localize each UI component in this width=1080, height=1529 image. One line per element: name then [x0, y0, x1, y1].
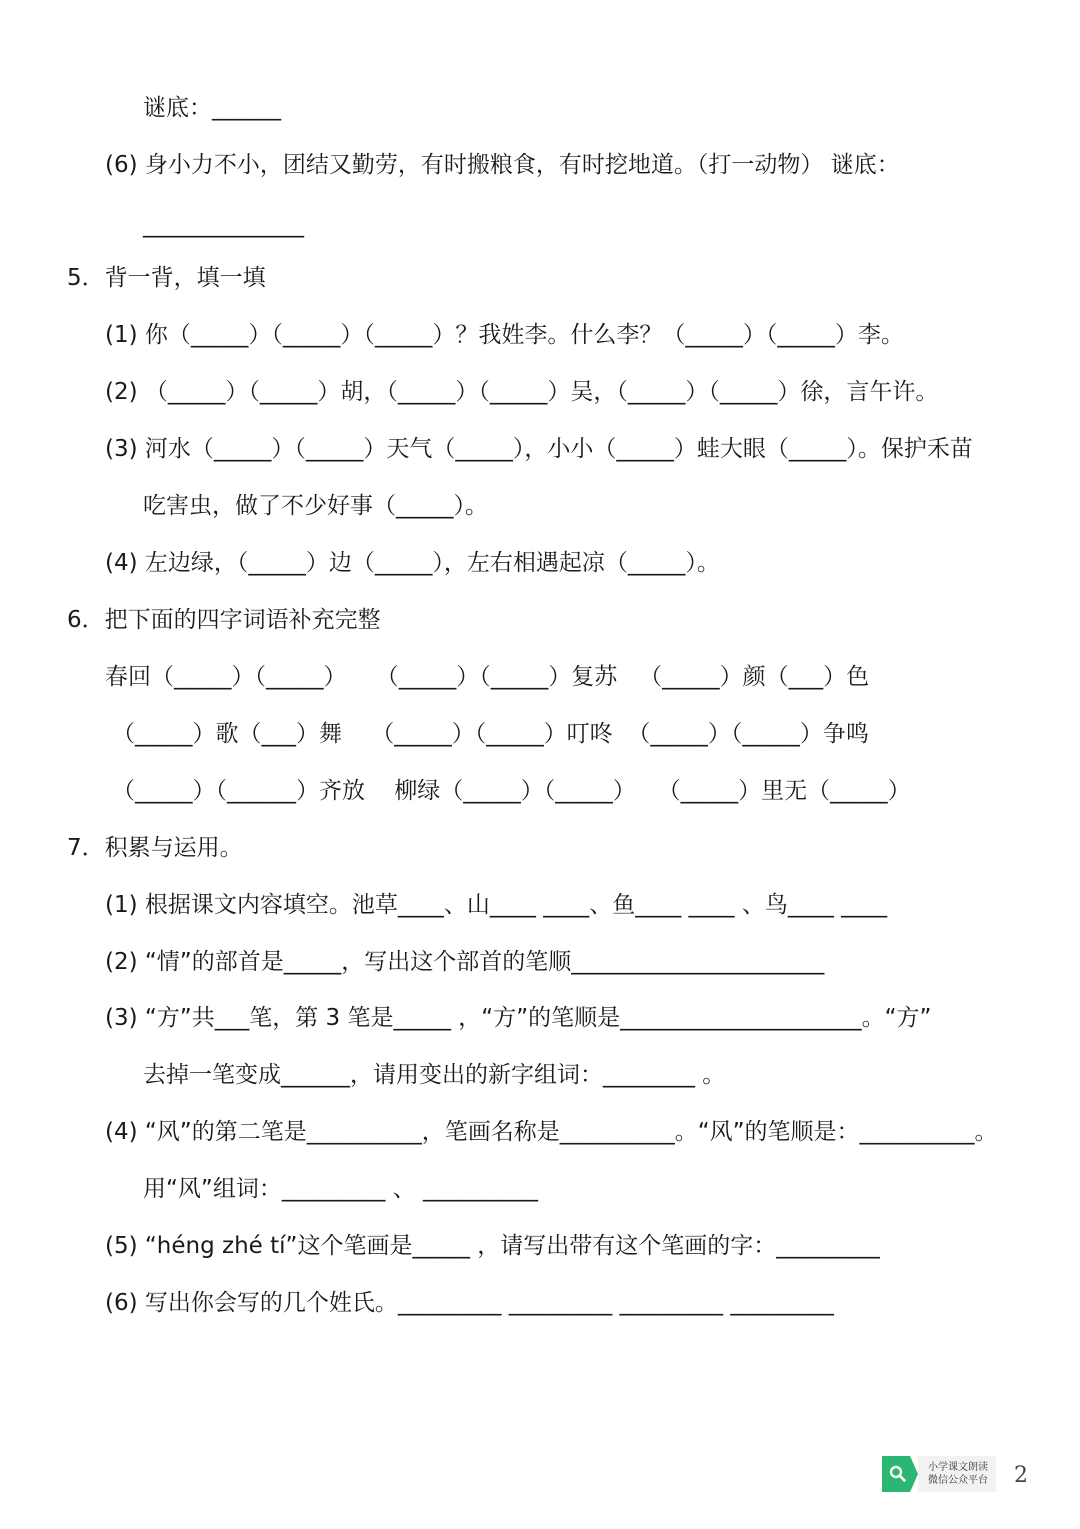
wechat-watermark	[882, 1455, 996, 1493]
q7-item-3-cont: 去掉一笔变成______，请用变出的新字组词：________ 。	[143, 1062, 726, 1088]
riddle-6-answer-blank: ______________	[143, 212, 304, 238]
watermark-line-2: 微信公众平台	[928, 1475, 988, 1486]
q7-item-4: (4) “风”的第二笔是__________，笔画名称是__________。“风”的笔顺是：__________。	[105, 1119, 998, 1145]
section-5-heading: 5．背一背，填一填	[67, 265, 266, 291]
q6-row-1: 春回（_____）（_____） （_____）（_____）复苏 （_____）颜（___）色	[105, 664, 870, 690]
section-6-heading: 6．把下面的四字词语补充完整	[67, 607, 381, 633]
q7-item-2: (2) “情”的部首是_____，写出这个部首的笔顺______________________	[105, 949, 825, 975]
q5-item-3: (3) 河水（_____）（_____）天气（_____），小小（_____）蛙大眼（_____）。保护禾苗	[105, 436, 973, 462]
q7-item-6: (6) 写出你会写的几个姓氏。_________ _________ _________ _________	[105, 1290, 834, 1316]
page-number: 2	[1014, 1463, 1028, 1488]
section-7-heading: 7．积累与运用。	[67, 835, 243, 861]
q5-item-4: (4) 左边绿，（_____）边（_____），左右相遇起凉（_____）。	[105, 550, 720, 576]
riddle-answer-line: 谜底：______	[143, 95, 281, 121]
q7-item-4-cont: 用“风”组词：_________ 、 __________	[143, 1176, 538, 1202]
search-icon	[882, 1456, 918, 1492]
q6-row-2: （_____）歌（___）舞 （_____）（_____）叮咚 （_____）（_____）争鸣	[112, 721, 869, 747]
q6-row-3: （_____）（______）齐放 柳绿（_____）（_____） （_____）里无（_____）	[112, 778, 911, 804]
watermark-text	[918, 1456, 996, 1492]
q5-item-2: (2) （_____）（_____）胡，（_____）（_____）吴，（_____）（_____）徐，言午许。	[105, 379, 939, 405]
q7-item-5: (5) “héng zhé tí”这个笔画是_____ ，请写出带有这个笔画的字：_________	[105, 1233, 880, 1259]
watermark-line-1: 小学课文朗读	[928, 1462, 988, 1473]
q7-item-1: (1) 根据课文内容填空。池草____、山____ ____、鱼____ ____ 、鸟____ ____	[105, 892, 888, 918]
q5-item-1: (1) 你（_____）（_____）（_____）？我姓李。什么李？（_____）（_____）李。	[105, 322, 904, 348]
q7-item-3: (3) “方”共___笔，第 3 笔是_____ ，“方”的笔顺是_____________________。“方”	[105, 1005, 932, 1031]
riddle-6: (6) 身小力不小，团结又勤劳，有时搬粮食，有时挖地道。（打一动物） 谜底：	[105, 152, 900, 178]
q5-item-3-cont: 吃害虫，做了不少好事（_____）。	[143, 493, 488, 519]
